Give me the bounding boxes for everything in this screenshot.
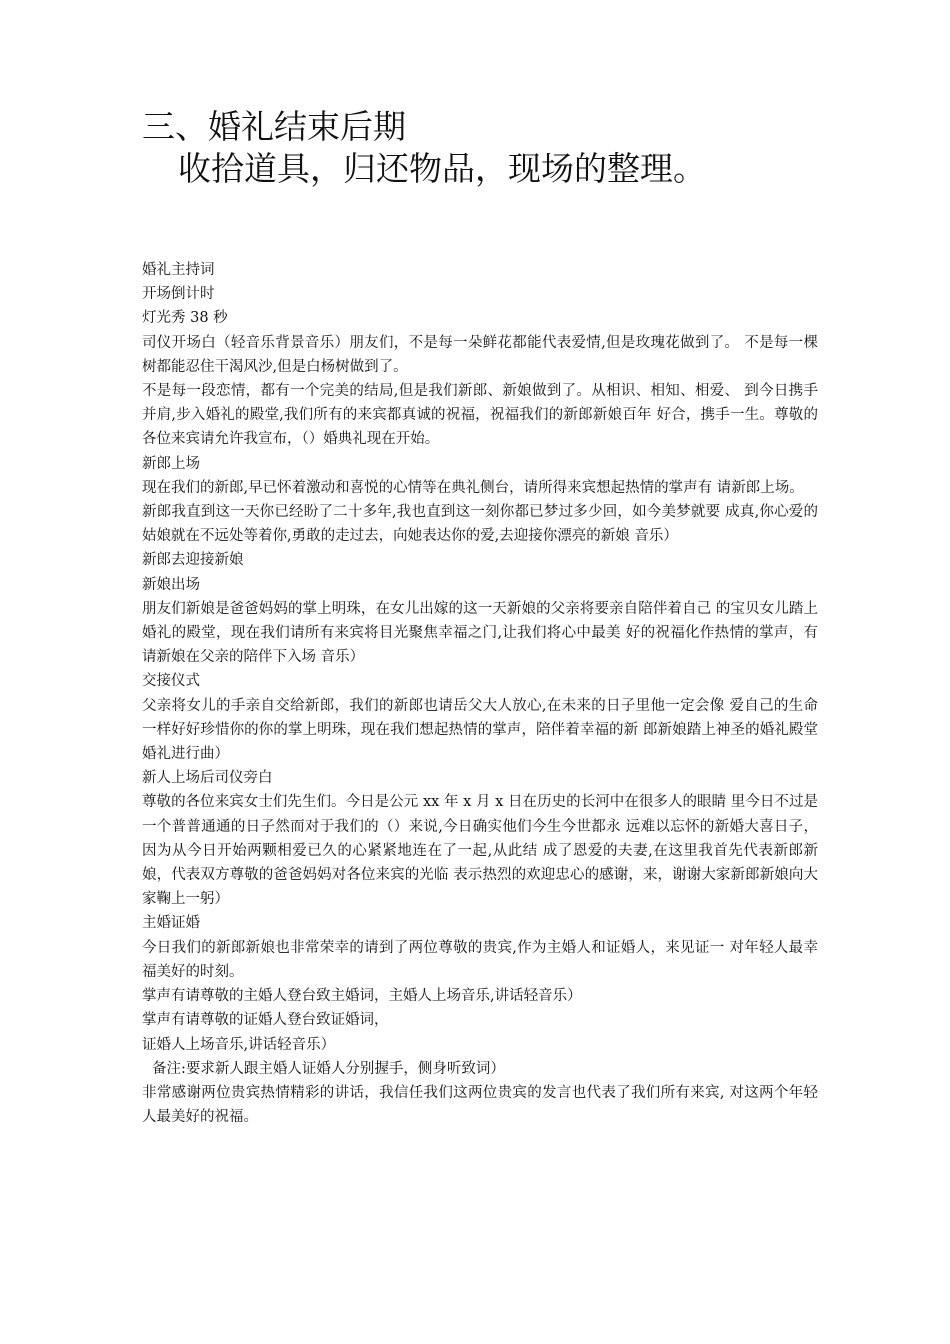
officiant-invite-line-2: 掌声有请尊敬的证婚人登台致证婚词， [142,1012,389,1029]
groom-enter-heading: 新郎上场 [142,455,200,472]
officiant-invite-line-1: 掌声有请尊敬的主婚人登台致主婚词，主婚人上场音乐,讲话轻音乐） [142,988,582,1005]
opening-paragraph-1: 司仪开场白（轻音乐背景音乐）朋友们，不是每一朵鲜花都能代表爱情,但是玫瑰花做到了。 不是每一棵树都能忍住干渴风沙,但是白杨树做到了。 [142,334,818,375]
handover-heading: 交接仪式 [142,673,200,690]
host-script-body [142,258,818,1129]
note-line: 备注:要求新人跟主婚人证婚人分别握手，侧身听致词） [152,1060,505,1077]
groom-meet-heading: 新郎去迎接新娘 [142,552,244,569]
lightshow-label: 灯光秀 38 秒 [142,310,228,327]
handover-paragraph: 父亲将女儿的手亲自交给新郎，我们的新郎也请岳父大人放心,在未来的日子里他一定会像 爱自己的生命一样好好珍惜你的你的掌上明珠，现在我们想起热情的掌声，陪伴着幸福的新 郎新娘踏上神圣的婚礼殿堂婚礼进行曲） [142,697,818,763]
thanks-paragraph: 非常感谢两位贵宾热情精彩的讲话，我信任我们这两位贵宾的发言也代表了我们所有来宾, 对这两个年轻人最美好的祝福。 [142,1084,818,1126]
bride-enter-paragraph: 朋友们新娘是爸爸妈妈的掌上明珠，在女儿出嫁的这一天新娘的父亲将要亲自陪伴着自己 的宝贝女儿踏上婚礼的殿堂，现在我们请所有来宾将目光聚焦幸福之门,让我们将心中最美 好的祝福化作热情的掌声，有请新娘在父亲的陪伴下入场 音乐） [142,600,818,666]
bride-enter-heading: 新娘出场 [142,576,200,593]
mc-aside-paragraph: 尊敬的各位来宾女士们先生们。今日是公元 xx 年 x 月 x 日在历史的长河中在很多人的眼睛 里今日不过是一个普普通通的日子然而对于我们的（）来说,今日确实他们今生今世都永 远难以忘怀的新婚大喜日子，因为从今日开始两颗相爱已久的心紧紧地连在了一起,从此结 成了恩爱的夫妻,在这里我首先代表新郎新娘，代表双方尊敬的爸爸妈妈对各位来宾的光临 表示热烈的欢迎忠心的感谢，来，谢谢大家新郎新娘向大家鞠上一躬） [142,794,818,908]
officiant-paragraph: 今日我们的新郎新娘也非常荣幸的请到了两位尊敬的贵宾,作为主婚人和证婚人，来见证一 对年轻人最幸福美好的时刻。 [142,939,818,980]
officiant-invite-line-3: 证婚人上场音乐,讲话轻音乐） [142,1036,336,1053]
countdown-label: 开场倒计时 [142,286,215,303]
section-heading: 三、婚礼结束后期 [142,107,406,146]
mc-aside-heading: 新人上场后司仪旁白 [142,770,273,787]
groom-speech-paragraph: 新郎我直到这一天你已经盼了二十多年,我也直到这一刻你都已梦过多少回，如今美梦就要 成真,你心爱的姑娘就在不远处等着你,勇敢的走过去，向她表达你的爱,去迎接你漂亮的新娘 音乐） [142,504,818,545]
officiant-heading: 主婚证婚 [142,915,200,932]
script-title: 婚礼主持词 [142,262,215,278]
groom-enter-paragraph: 现在我们的新郎,早已怀着激动和喜悦的心情等在典礼侧台，请所得来宾想起热情的掌声有 请新郎上场。 [142,479,804,496]
section-subheading: 收拾道具，归还物品，现场的整理。 [178,149,706,188]
opening-paragraph-2: 不是每一段恋情，都有一个完美的结局,但是我们新郎、新娘做到了。从相识、相知、相爱、 到今日携手并肩,步入婚礼的殿堂,我们所有的来宾都真诚的祝福，祝福我们的新郎新娘百年 好合，携手一生。尊敬的各位来宾请允许我宣布，（）婚典礼现在开始。 [142,383,818,448]
